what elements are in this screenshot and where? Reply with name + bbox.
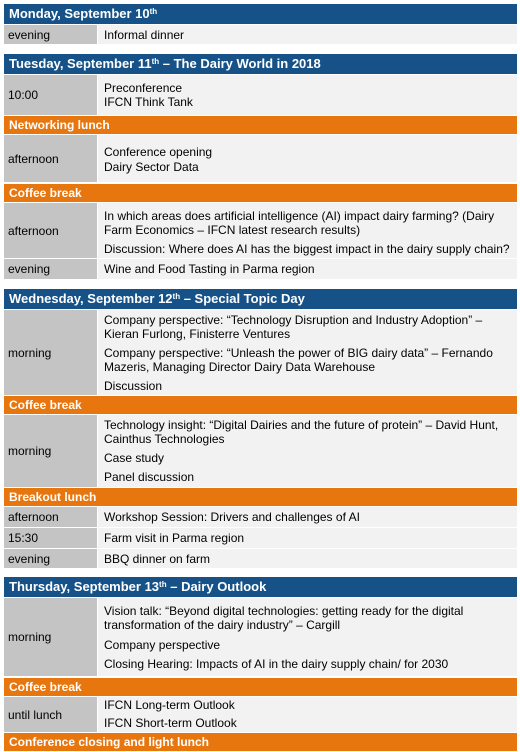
session-line: IFCN Think Tank <box>104 95 193 109</box>
session-line: transformation of the dairy industry” – Cargill <box>104 618 341 632</box>
session-cell <box>98 310 517 395</box>
break-band: Coffee break <box>4 396 517 414</box>
session-line: Dairy Sector Data <box>104 160 199 174</box>
session-line: Closing Hearing: Impacts of AI in the dairy supply chain/ for 2030 <box>104 657 449 671</box>
session-text: Workshop Session: Drivers and challenges of AI <box>104 510 360 524</box>
session-line: Technology insight: “Digital Dairies and the future of protein” – David Hunt, <box>104 418 499 432</box>
time-cell: morning <box>4 415 97 487</box>
session-cell <box>98 203 517 258</box>
session-cell <box>98 598 517 676</box>
session-text: Wine and Food Tasting in Parma region <box>104 262 315 276</box>
session-cell <box>98 25 517 44</box>
day-theme: – Dairy Outlook <box>166 579 267 594</box>
session-line: Discussion <box>104 379 163 393</box>
break-band: Conference closing and light lunch <box>4 733 517 751</box>
session-line: Company perspective: “Technology Disruption and Industry Adoption” – <box>104 313 483 327</box>
session-line: Kieran Furlong, Finisterre Ventures <box>104 327 291 341</box>
session-text: Farm visit in Parma region <box>104 531 245 545</box>
day-header-wednesday <box>4 289 517 309</box>
day-ordinal: th <box>159 580 167 589</box>
time-cell: afternoon <box>4 203 97 258</box>
schedule-row <box>4 528 517 548</box>
time-cell: afternoon <box>4 135 97 182</box>
schedule-row <box>4 507 517 527</box>
session-line: IFCN Short-term Outlook <box>104 716 237 730</box>
time-cell: morning <box>4 310 97 395</box>
session-cell <box>98 75 517 115</box>
session-line: Vision talk: “Beyond digital technologies: getting ready for the digital <box>104 604 464 618</box>
day-header-monday <box>4 4 517 24</box>
session-line: Case study <box>104 451 165 465</box>
day-ordinal: th <box>172 292 181 301</box>
time-cell: until lunch <box>4 697 97 732</box>
session-line: Panel discussion <box>104 470 195 484</box>
time-cell: evening <box>4 25 97 44</box>
time-cell: 15:30 <box>4 528 97 548</box>
day-header-thursday <box>4 577 517 597</box>
session-line: Discussion: Where does AI has the biggest impact in the dairy supply chain? <box>104 242 510 256</box>
session-line: Conference opening <box>104 145 213 159</box>
day-theme: – The Dairy World in 2018 <box>159 56 321 71</box>
session-line: Preconference <box>104 81 183 95</box>
schedule-row <box>4 310 517 395</box>
session-cell <box>98 549 517 568</box>
day-ordinal: th <box>149 7 158 16</box>
schedule-row <box>4 259 517 279</box>
session-line: Company perspective <box>104 638 221 652</box>
session-line: Mazeris, Managing Director Dairy Data Warehouse <box>104 360 375 374</box>
schedule-row <box>4 598 517 676</box>
session-line: In which areas does artificial intelligence (AI) impact dairy farming? (Dairy <box>104 209 495 223</box>
day-ordinal: th <box>151 57 160 66</box>
schedule-row <box>4 135 517 182</box>
session-line: Cainthus Technologies <box>104 432 225 446</box>
time-cell: evening <box>4 259 97 279</box>
break-band: Breakout lunch <box>4 488 517 506</box>
schedule-row <box>4 25 517 44</box>
day-title: Wednesday, September 12 <box>9 291 173 306</box>
session-text: BBQ dinner on farm <box>104 551 211 566</box>
session-line: Farm Economics – IFCN latest research results) <box>104 223 361 237</box>
session-cell <box>98 507 517 527</box>
day-title: Monday, September 10 <box>9 6 150 21</box>
time-cell: afternoon <box>4 507 97 527</box>
session-cell <box>98 259 517 279</box>
day-theme: – Special Topic Day <box>180 291 305 306</box>
session-cell <box>98 697 517 732</box>
time-cell: evening <box>4 549 97 568</box>
break-band: Coffee break <box>4 184 517 202</box>
time-cell: morning <box>4 598 97 676</box>
session-cell <box>98 528 517 548</box>
session-cell <box>98 135 517 182</box>
session-cell <box>98 415 517 487</box>
day-header-tuesday <box>4 54 517 74</box>
schedule-row <box>4 549 517 568</box>
schedule-row <box>4 697 517 732</box>
session-line: IFCN Long-term Outlook <box>104 698 235 712</box>
day-title: Tuesday, September 11 <box>9 56 152 71</box>
session-line: Company perspective: “Unleash the power of BIG dairy data” – Fernando <box>104 346 493 360</box>
schedule-row <box>4 75 517 115</box>
time-cell: 10:00 <box>4 75 97 115</box>
day-title: Thursday, September 13 <box>9 579 160 594</box>
schedule-row <box>4 203 517 258</box>
break-band: Networking lunch <box>4 116 517 134</box>
break-band: Coffee break <box>4 678 517 696</box>
session-text: Informal dinner <box>104 27 185 42</box>
schedule-row <box>4 415 517 487</box>
